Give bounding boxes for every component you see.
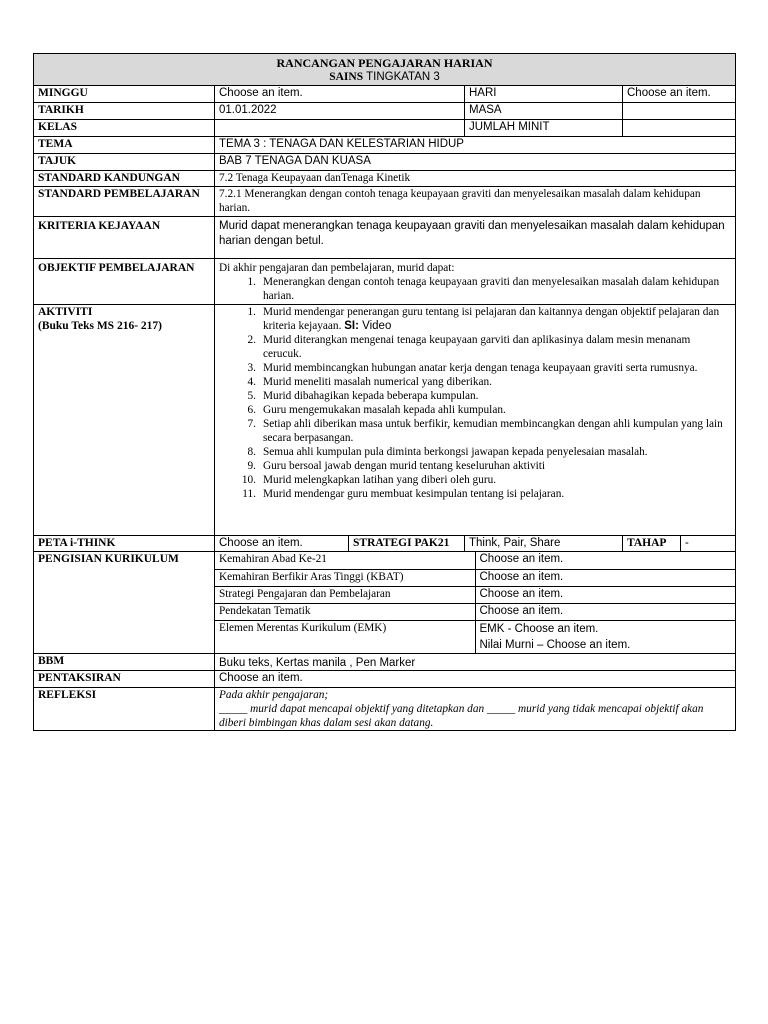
refleksi-label: REFLEKSI: [34, 688, 215, 731]
document-title: RANCANGAN PENGAJARAN HARIAN: [276, 56, 493, 70]
masa-label: MASA: [465, 103, 623, 120]
subject-name: SAINS: [329, 71, 364, 83]
table-row: [215, 603, 735, 620]
objektif-cell: [215, 259, 736, 305]
strategi-label: STRATEGI PAK21: [349, 536, 465, 552]
emk-dropdown[interactable]: EMK - Choose an item.: [479, 622, 599, 635]
kurikulum-label: PENGISIAN KURIKULUM: [34, 552, 215, 654]
tarikh-label: TARIKH: [34, 103, 215, 120]
list-item: 3. Murid membincangkan hubungan anatar kerja dengan tenaga keupayaan graviti serta rumusnya.: [247, 362, 698, 374]
tahap-value: -: [681, 536, 736, 552]
bbm-value: Buku teks, Kertas manila , Pen Marker: [215, 654, 736, 671]
list-item: 7. Setiap ahli diberikan masa untuk berfikir, kemudian membincangkan dengan ahli kumpulan yang lain secara berpasangan.: [247, 418, 723, 444]
row-objektif: [34, 259, 736, 305]
hari-dropdown[interactable]: Choose an item.: [623, 86, 736, 103]
hari-label: HARI: [465, 86, 623, 103]
tema-label: TEMA: [34, 137, 215, 154]
row-kurikulum: [34, 552, 736, 654]
kurikulum-name: Elemen Merentas Kurikulum (EMK): [215, 620, 475, 653]
kriteria-label: KRITERIA KEJAYAAN: [34, 217, 215, 259]
standard-pembelajaran-value: 7.2.1 Menerangkan dengan contoh tenaga keupayaan graviti dan menyelesaikan masalah dalam kehidupan harian.: [215, 187, 736, 217]
kelas-field[interactable]: [215, 120, 465, 137]
kurikulum-name: Pendekatan Tematik: [215, 603, 475, 620]
lesson-plan-table: [33, 53, 736, 731]
header-row: [34, 54, 736, 86]
table-row: [215, 569, 735, 586]
bbm-label: BBM: [34, 654, 215, 671]
standard-kandungan-value: 7.2 Tenaga Keupayaan danTenaga Kinetik: [215, 171, 736, 187]
table-row: [215, 586, 735, 603]
aktiviti-cell: [215, 305, 736, 536]
row-kriteria: [34, 217, 736, 259]
row-standard-pembelajaran: [34, 187, 736, 217]
strategi-value: Think, Pair, Share: [465, 536, 623, 552]
refleksi-line-1: Pada akhir pengajaran;: [219, 689, 329, 701]
kurikulum-table: [215, 552, 735, 653]
list-item: 4. Murid meneliti masalah numerical yang diberikan.: [247, 376, 493, 388]
list-item: 8. Semua ahli kumpulan pula diminta berkongsi jawapan kepada penyelesaian masalah.: [247, 446, 648, 458]
kelas-label: KELAS: [34, 120, 215, 137]
objektif-intro: Di akhir pengajaran dan pembelajaran, murid dapat:: [219, 262, 455, 274]
minggu-label: MINGGU: [34, 86, 215, 103]
peta-dropdown[interactable]: Choose an item.: [215, 536, 349, 552]
row-tarikh: [34, 103, 736, 120]
kurikulum-dropdown[interactable]: Choose an item.: [475, 603, 735, 620]
aktiviti-sublabel: (Buku Teks MS 216- 217): [38, 320, 162, 332]
kriteria-value: Murid dapat menerangkan tenaga keupayaan graviti dan menyelesaikan masalah dalam kehidupan harian dengan betul.: [215, 217, 736, 259]
row-peta: [34, 536, 736, 552]
kurikulum-dropdown[interactable]: Choose an item.: [475, 569, 735, 586]
document-subtitle: [34, 70, 735, 84]
list-item: 9. Guru bersoal jawab dengan murid tentang keseluruhan aktiviti: [247, 460, 546, 472]
row-tema: [34, 137, 736, 154]
row-kelas: [34, 120, 736, 137]
jumlah-minit-field[interactable]: [623, 120, 736, 137]
aktiviti-label: AKTIVITI: [38, 306, 93, 318]
jumlah-minit-label: JUMLAH MINIT: [465, 120, 623, 137]
aktiviti-label-cell: [34, 305, 215, 536]
tema-value: TEMA 3 : TENAGA DAN KELESTARIAN HIDUP: [215, 137, 736, 154]
objektif-item: 1. Menerangkan dengan contoh tenaga keupayaan graviti dan menyelesaikan masalah dalam kehidupan harian.: [247, 276, 720, 302]
masa-field[interactable]: [623, 103, 736, 120]
tarikh-field[interactable]: 01.01.2022: [215, 103, 465, 120]
header-cell: [34, 54, 736, 86]
kurikulum-cell: [215, 552, 736, 654]
tajuk-label: TAJUK: [34, 154, 215, 171]
kurikulum-name: Kemahiran Berfikir Aras Tinggi (KBAT): [215, 569, 475, 586]
refleksi-cell: [215, 688, 736, 731]
tahap-label: TAHAP: [623, 536, 681, 552]
list-item: 10. Murid melengkapkan latihan yang diberi oleh guru.: [241, 474, 497, 486]
objektif-label: OBJEKTIF PEMBELAJARAN: [34, 259, 215, 305]
refleksi-line-2[interactable]: _____ murid dapat mencapai objektif yang ditetapkan dan _____ murid yang tidak mencapai objektif akan diberi bimbingan khas dalam sesi akan datang.: [219, 703, 704, 729]
si-label: SI:: [344, 320, 359, 332]
list-item: 11. Murid mendengar guru membuat kesimpulan tentang isi pelajaran.: [242, 488, 565, 500]
form-level: TINGKATAN 3: [363, 71, 440, 83]
kurikulum-dropdown[interactable]: Choose an item.: [475, 552, 735, 569]
standard-pembelajaran-label: STANDARD PEMBELAJARAN: [34, 187, 215, 217]
kurikulum-dropdown[interactable]: Choose an item.: [475, 586, 735, 603]
pentaksiran-label: PENTAKSIRAN: [34, 671, 215, 688]
tajuk-value: BAB 7 TENAGA DAN KUASA: [215, 154, 736, 171]
kurikulum-name: Strategi Pengajaran dan Pembelajaran: [215, 586, 475, 603]
list-item: 6. Guru mengemukakan masalah kepada ahli kumpulan.: [247, 404, 506, 416]
row-minggu: [34, 86, 736, 103]
kurikulum-name: Kemahiran Abad Ke-21: [215, 552, 475, 569]
list-item: 5. Murid dibahagikan kepada beberapa kumpulan.: [247, 390, 479, 402]
standard-kandungan-label: STANDARD KANDUNGAN: [34, 171, 215, 187]
minggu-dropdown[interactable]: Choose an item.: [215, 86, 465, 103]
nilai-murni-dropdown[interactable]: Nilai Murni – Choose an item.: [479, 638, 631, 651]
lesson-plan-document: [33, 53, 735, 731]
aktiviti-list: [219, 305, 731, 501]
table-row: [215, 620, 735, 653]
peta-label: PETA i-THINK: [34, 536, 215, 552]
objektif-list: [219, 275, 731, 303]
pentaksiran-dropdown[interactable]: Choose an item.: [215, 671, 736, 688]
emk-cell: [475, 620, 735, 653]
row-refleksi: [34, 688, 736, 731]
table-row: [215, 552, 735, 569]
row-standard-kandungan: [34, 171, 736, 187]
list-item: 1. Murid mendengar penerangan guru tentang isi pelajaran dan kaitannya dengan objektif pelajaran dan kriteria kejayaan. SI: Video: [247, 306, 720, 332]
row-pentaksiran: [34, 671, 736, 688]
row-bbm: [34, 654, 736, 671]
row-aktiviti: [34, 305, 736, 536]
si-value: Video: [358, 320, 392, 332]
list-item: 2. Murid diterangkan mengenai tenaga keupayaan garviti dan aplikasinya dalam mesin menanam cerucuk.: [247, 334, 691, 360]
row-tajuk: [34, 154, 736, 171]
